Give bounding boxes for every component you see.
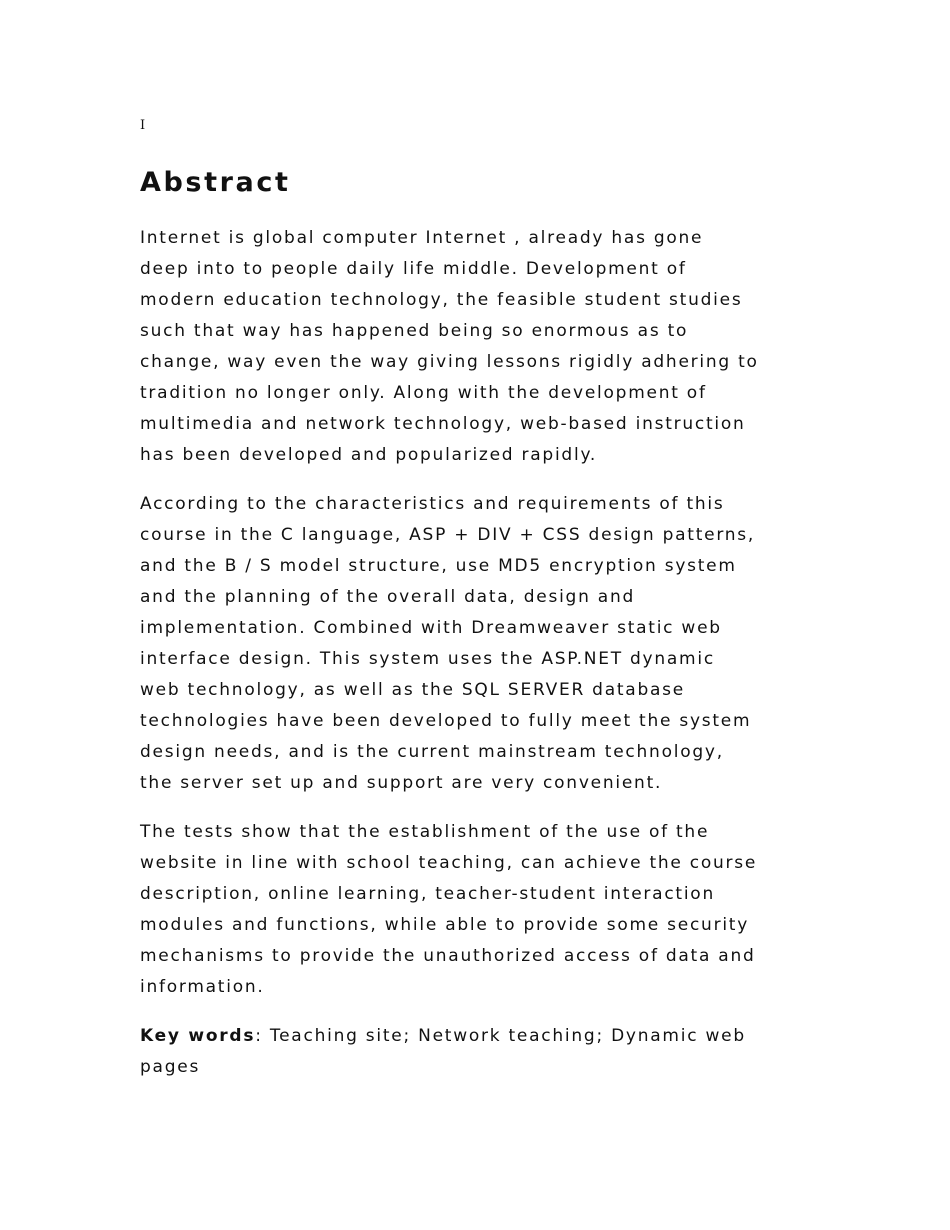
abstract-paragraph-3	[140, 817, 830, 1003]
abstract-paragraph-2	[140, 489, 830, 799]
paragraph-line: and the B / S model structure, use MD5 encryption system	[140, 556, 737, 576]
paragraph-line: design needs, and is the current mainstream technology,	[140, 742, 724, 762]
paragraph-line: Internet is global computer Internet , already has gone	[140, 228, 704, 248]
paragraph-line: multimedia and network technology, web-based instruction	[140, 414, 746, 434]
paragraph-line: website in line with school teaching, can achieve the course	[140, 853, 758, 873]
paragraph-line: the server set up and support are very convenient.	[140, 773, 663, 793]
paragraph-line: The tests show that the establishment of the use of the	[140, 822, 710, 842]
paragraph-line: information.	[140, 977, 265, 997]
abstract-paragraph-1	[140, 223, 830, 471]
paragraph-line: web technology, as well as the SQL SERVER database	[140, 680, 685, 700]
paragraph-line: tradition no longer only. Along with the development of	[140, 383, 707, 403]
paragraph-line: change, way even the way giving lessons rigidly adhering to	[140, 352, 759, 372]
paragraph-line: According to the characteristics and requirements of this	[140, 494, 725, 514]
paragraph-line: modules and functions, while able to provide some security	[140, 915, 750, 935]
abstract-heading: Abstract	[140, 167, 291, 198]
paragraph-line: such that way has happened being so enormous as to	[140, 321, 689, 341]
abstract-body	[140, 223, 830, 1101]
keywords-values: : Teaching site; Network teaching; Dynamic web	[255, 1026, 746, 1046]
paragraph-line: and the planning of the overall data, design and	[140, 587, 636, 607]
paragraph-line: interface design. This system uses the ASP.NET dynamic	[140, 649, 715, 669]
paragraph-line: description, online learning, teacher-student interaction	[140, 884, 715, 904]
keywords-line: pages	[140, 1057, 201, 1077]
paragraph-line: has been developed and popularized rapidly.	[140, 445, 597, 465]
keywords-label: Key words	[140, 1026, 256, 1046]
keywords-paragraph	[140, 1021, 830, 1083]
paragraph-line: modern education technology, the feasible student studies	[140, 290, 743, 310]
page-number-marker: I	[140, 118, 146, 133]
paragraph-line: deep into to people daily life middle. Development of	[140, 259, 687, 279]
paragraph-line: implementation. Combined with Dreamweaver static web	[140, 618, 722, 638]
paragraph-line: technologies have been developed to fully meet the system	[140, 711, 752, 731]
paragraph-line: mechanisms to provide the unauthorized access of data and	[140, 946, 756, 966]
paragraph-line: course in the C language, ASP + DIV + CSS design patterns,	[140, 525, 756, 545]
keywords-line	[140, 1021, 830, 1052]
